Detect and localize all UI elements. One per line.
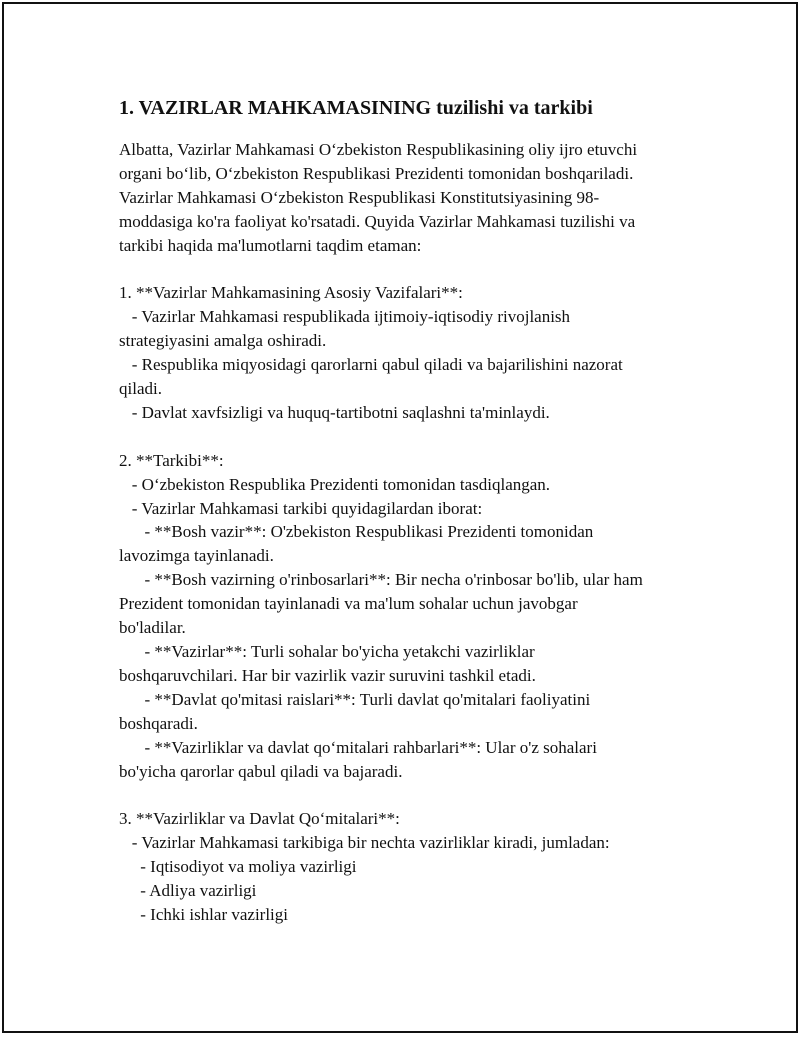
list-item: - **Vazirliklar va davlat qo‘mitalari rahbarlari**: Ular o'z sohalari <box>119 737 597 757</box>
intro-line: organi bo‘lib, O‘zbekiston Respublikasi Prezidenti tomonidan boshqariladi. <box>119 163 634 183</box>
list-item: - Iqtisodiyot va moliya vazirligi <box>119 857 357 877</box>
page-title <box>119 94 689 122</box>
list-item: bo'yicha qarorlar qabul qiladi va bajaradi. <box>119 761 403 781</box>
list-item: - Ichki ishlar vazirligi <box>119 904 289 924</box>
list-item: - **Davlat qo'mitasi raislari**: Turli davlat qo'mitalari faoliyatini <box>119 689 591 709</box>
list-item: - **Vazirlar**: Turli sohalar bo'yicha yetakchi vazirliklar <box>119 642 535 661</box>
list-item: - Respublika miqyosidagi qarorlarni qabul qiladi va bajarilishini nazorat <box>119 355 623 375</box>
list-item: - Vazirlar Mahkamasi tarkibi quyidagilardan iborat: <box>119 498 483 518</box>
title-rest-part: tuzilishi va tarkibi <box>431 97 593 119</box>
list-item: - Vazirlar Mahkamasi respublikada ijtimoiy-iqtisodiy rivojlanish <box>119 307 571 327</box>
list-item: - O‘zbekiston Respublika Prezidenti tomonidan tasdiqlangan. <box>119 474 551 494</box>
section-2-heading: 2. **Tarkibi**: <box>119 450 224 470</box>
list-item: lavozimga tayinlanadi. <box>119 546 274 566</box>
section-3-list <box>119 807 689 927</box>
intro-line: tarkibi haqida ma'lumotlarni taqdim etaman: <box>119 235 422 255</box>
list-item: - Davlat xavfsizligi va huquq-tartibotni saqlashni ta'minlaydi. <box>119 402 550 422</box>
list-item: bo'ladilar. <box>119 618 186 638</box>
document-page <box>2 2 798 1033</box>
section-3-heading: 3. **Vazirliklar va Davlat Qo‘mitalari**: <box>119 809 400 829</box>
section-2-list <box>119 449 689 784</box>
list-item: Prezident tomonidan tayinlanadi va ma'lum sohalar uchun javobgar <box>119 594 578 614</box>
list-item: - Vazirlar Mahkamasi tarkibiga bir nechta vazirliklar kiradi, jumladan: <box>119 833 610 853</box>
list-item: boshqaradi. <box>119 713 198 733</box>
list-item: - **Bosh vazirning o'rinbosarlari**: Bir necha o'rinbosar bo'lib, ular ham <box>119 570 643 590</box>
list-item: - Adliya vazirligi <box>119 881 257 901</box>
list-item: strategiyasini amalga oshiradi. <box>119 331 327 351</box>
blank-line <box>119 258 689 282</box>
title-bold-part: 1. VAZIRLAR MAHKAMASINING <box>119 97 432 119</box>
intro-line: Albatta, Vazirlar Mahkamasi O‘zbekiston Respublikasining oliy ijro etuvchi <box>119 140 638 159</box>
intro-paragraph <box>119 138 689 258</box>
blank-line <box>119 783 689 807</box>
document-content <box>119 94 689 927</box>
section-1-heading: 1. **Vazirlar Mahkamasining Asosiy Vazifalari**: <box>119 283 463 303</box>
list-item: qiladi. <box>119 379 162 399</box>
blank-line <box>119 425 689 449</box>
list-item: - **Bosh vazir**: O'zbekiston Respublikasi Prezidenti tomonidan <box>119 522 594 542</box>
intro-line: moddasiga ko'ra faoliyat ko'rsatadi. Quyida Vazirlar Mahkamasi tuzilishi va <box>119 211 636 231</box>
section-1-list <box>119 281 689 424</box>
list-item: boshqaruvchilari. Har bir vazirlik vazir suruvini tashkil etadi. <box>119 665 536 685</box>
intro-line: Vazirlar Mahkamasi O‘zbekiston Respublikasi Konstitutsiyasining 98- <box>119 187 600 207</box>
